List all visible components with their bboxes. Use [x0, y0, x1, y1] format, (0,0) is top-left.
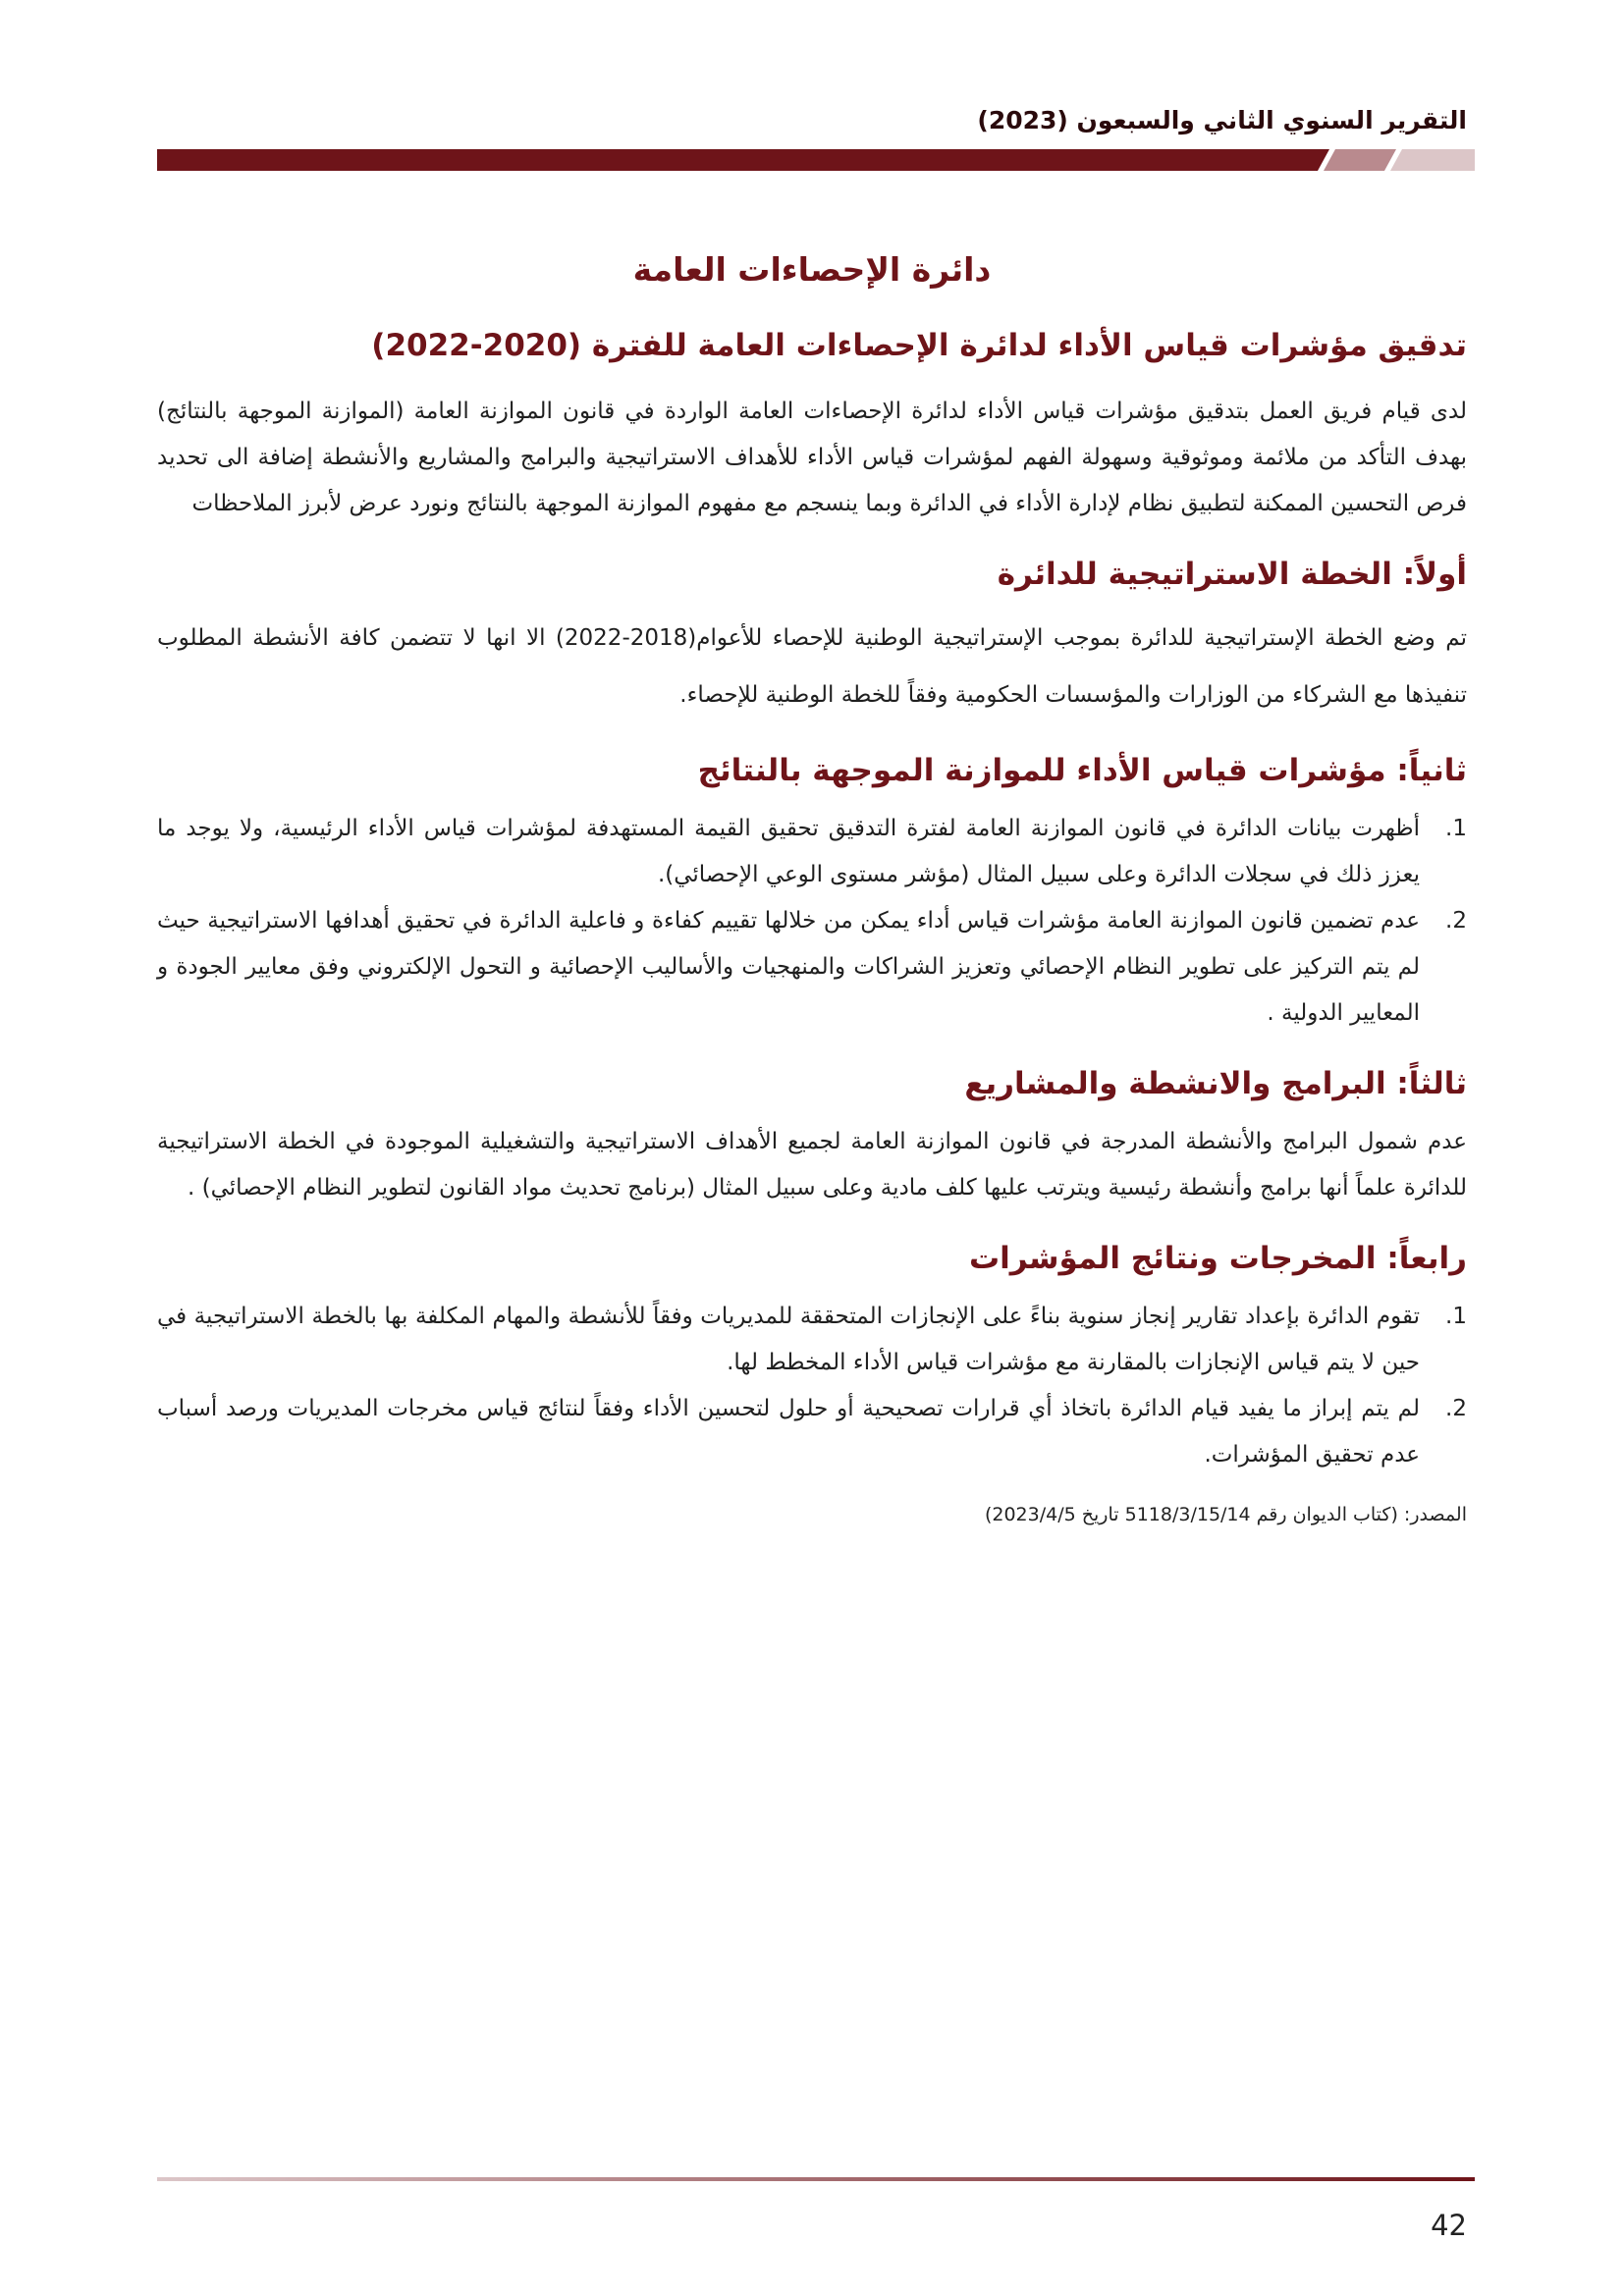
header-bar-segment-2: [1324, 149, 1396, 171]
footer-line-rect: [157, 2177, 1475, 2181]
list-item-number: 2.: [1445, 908, 1467, 934]
list-item-number: 1.: [1445, 1304, 1467, 1329]
audit-subtitle: تدقيق مؤشرات قياس الأداء لدائرة الإحصاءات العامة للفترة (2020-2022): [371, 328, 1467, 363]
section-2-list: [157, 806, 1467, 1037]
page-title: دائرة الإحصاءات العامة: [632, 250, 992, 289]
page-content: [157, 250, 1467, 1525]
list-item-text: تقوم الدائرة بإعداد تقارير إنجاز سنوية بناءً على الإنجازات المتحققة للمديريات وفقاً للأنشطة والمهام المكلفة بها بالخطة الاستراتيجية في حين لا يتم قياس الإنجازات بالمقارنة مع مؤشرات قياس الأداء المخطط لها.: [157, 1304, 1420, 1375]
section-2-heading: ثانياً: مؤشرات قياس الأداء للموازنة الموجهة بالنتائج: [697, 753, 1467, 788]
section-4-list: [157, 1294, 1467, 1478]
list-item-text: لم يتم إبراز ما يفيد قيام الدائرة باتخاذ أي قرارات تصحيحية أو حلول لتحسين الأداء وفقاً لنتائج قياس مخرجات المديريات ورصد أسباب عدم تحقيق المؤشرات.: [157, 1396, 1420, 1468]
section-3-heading: ثالثاً: البرامج والانشطة والمشاريع: [964, 1066, 1467, 1101]
header-bar-segment-3: [1390, 149, 1475, 171]
list-item-text: أظهرت بيانات الدائرة في قانون الموازنة العامة لفترة التدقيق تحقيق القيمة المستهدفة لمؤشرات قياس الأداء الرئيسية، ولا يوجد ما يعزز ذلك في سجلات الدائرة وعلى سبيل المثال (مؤشر مستوى الوعي الإحصائي).: [157, 816, 1420, 887]
list-item: [157, 898, 1467, 1037]
list-item-number: 1.: [1445, 816, 1467, 841]
list-item-number: 2.: [1445, 1396, 1467, 1421]
header-bar-main: [157, 149, 1329, 171]
intro-paragraph: لدى قيام فريق العمل بتدقيق مؤشرات قياس الأداء لدائرة الإحصاءات العامة الواردة في قانون الموازنة العامة (الموازنة الموجهة بالنتائج) بهدف التأكد من ملائمة وموثوقية وسهولة الفهم لمؤشرات قياس الأداء للأهداف الاستراتيجية والبرامج والمشاريع والأنشطة إضافة الى تحديد فرص التحسين الممكنة لتطبيق نظام لإدارة الأداء في الدائرة وبما ينسجم مع مفهوم الموازنة الموجهة بالنتائج ونورد عرض لأبرز الملاحظات: [157, 399, 1467, 516]
report-header-title: التقرير السنوي الثاني والسبعون (2023): [977, 106, 1467, 134]
section-3-paragraph: عدم شمول البرامج والأنشطة المدرجة في قانون الموازنة العامة لجميع الأهداف الاستراتيجية والتشغيلية الموجودة في الخطة الاستراتيجية للدائرة علماً أنها برامج وأنشطة رئيسية ويترتب عليها كلف مادية وعلى سبيل المثال (برنامج تحديث مواد القانون لتطوير النظام الإحصائي) .: [157, 1129, 1467, 1201]
section-1-paragraph: تم وضع الخطة الإستراتيجية للدائرة بموجب الإستراتيجية الوطنية للإحصاء للأعوام(2018-2022) الا انها لا تتضمن كافة الأنشطة المطلوب تنفيذها مع الشركاء من الوزارات والمؤسسات الحكومية وفقاً للخطة الوطنية للإحصاء.: [157, 625, 1467, 708]
list-item: [157, 1386, 1467, 1478]
section-4-heading: رابعاً: المخرجات ونتائج المؤشرات: [968, 1241, 1467, 1276]
header-decorative-bar: [157, 149, 1475, 171]
page-number: 42: [1431, 2209, 1467, 2242]
list-item-text: عدم تضمين قانون الموازنة العامة مؤشرات قياس أداء يمكن من خلالها تقييم كفاءة و فاعلية الدائرة في تحقيق أهدافها الاستراتيجية حيث لم يتم التركيز على تطوير النظام الإحصائي وتعزيز الشراكات والمنهجيات والأساليب الإحصائية و التحول الإلكتروني وفق معايير الجودة و المعايير الدولية .: [157, 908, 1420, 1026]
footer-gradient-line: [157, 2177, 1475, 2181]
list-item: [157, 1294, 1467, 1386]
list-item: [157, 806, 1467, 898]
source-note: المصدر: (كتاب الديوان رقم 5118/3/15/14 تاريخ 2023/4/5): [984, 1504, 1467, 1525]
section-1-heading: أولاً: الخطة الاستراتيجية للدائرة: [997, 557, 1467, 592]
